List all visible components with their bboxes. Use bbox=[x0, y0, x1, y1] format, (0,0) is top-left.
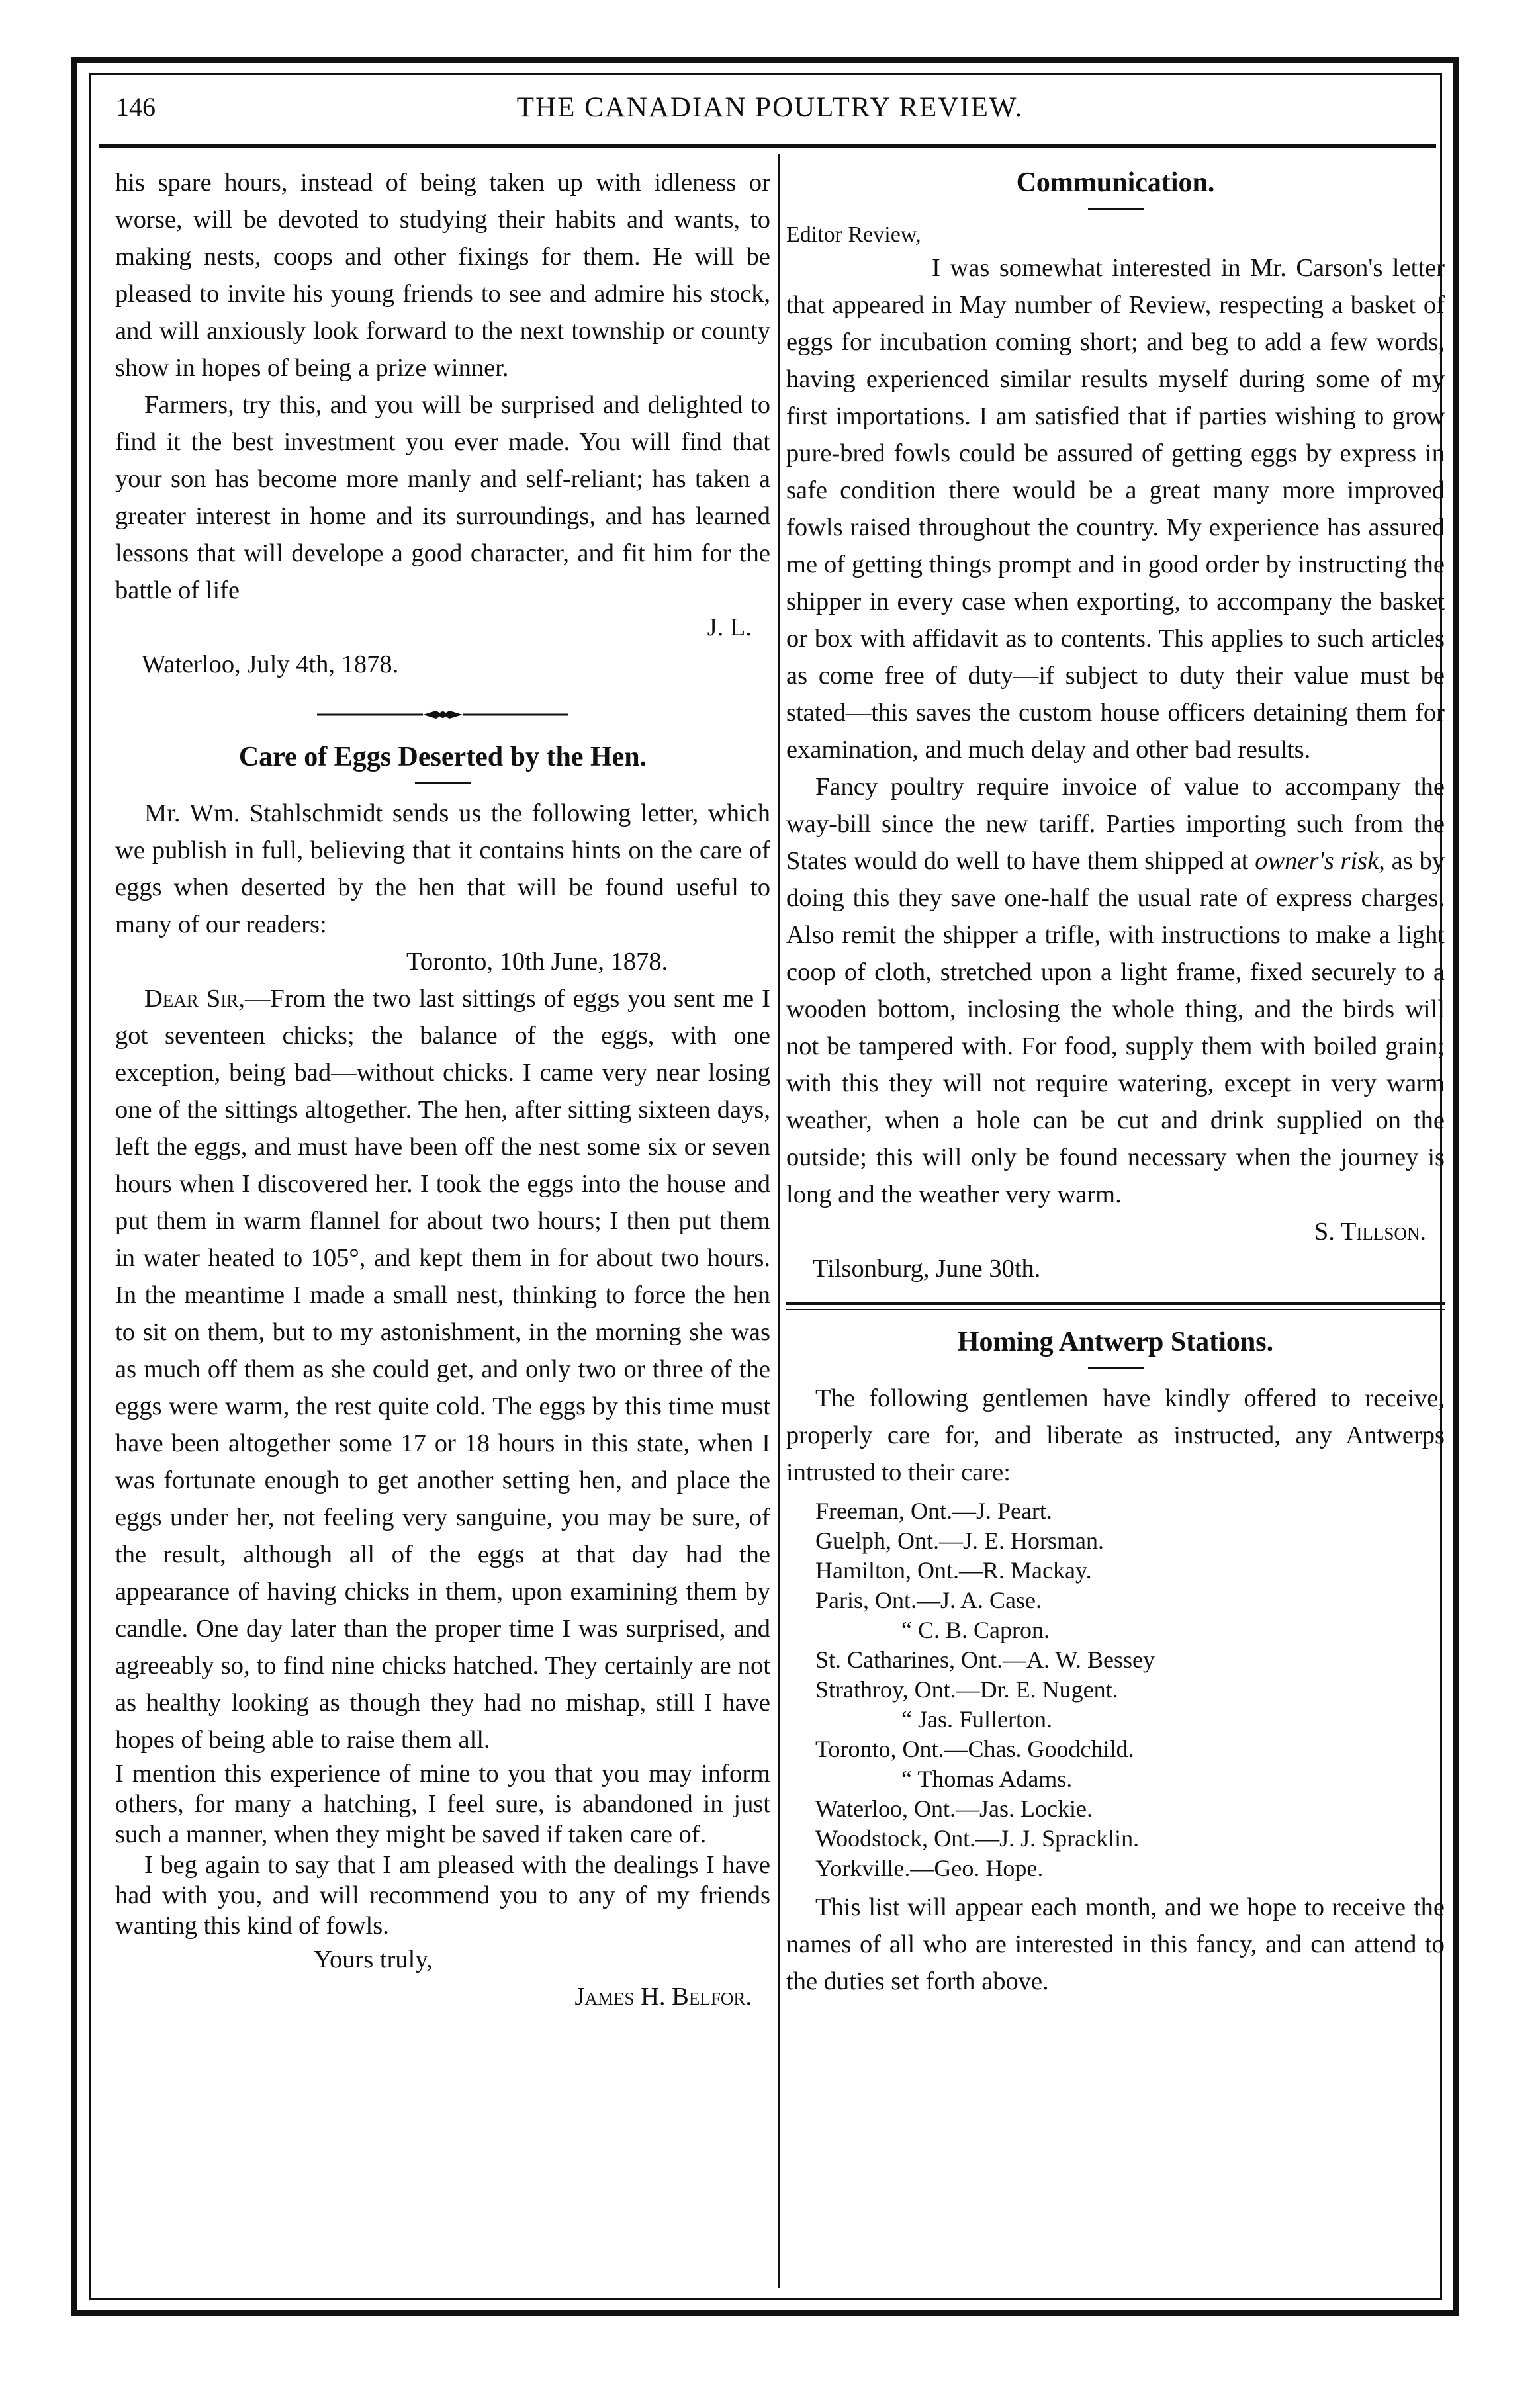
list-item: “ Thomas Adams. bbox=[901, 1766, 1073, 1792]
communication-paragraph-1: I was somewhat interested in Mr. Carson's letter that appeared in May number of Review, respecting a basket of eggs for incubation coming short; and beg to add a few words, having experienced similar results myself during some of my first importations. I am satisfied that if parties wishing to grow pure-bred fowls could be assured of getting eggs by express in safe condition there would be a great many more improved fowls raised throughout the country. My experience has assured me of getting things prompt and in good order by instructing the shipper in every case when exporting, to accompany the basket or box with affidavit as to contents. This applies to such articles as come free of duty—if subject to duty their value must be stated—this saves the custom house officers detaining them for examination, and much delay and other bad results. bbox=[786, 254, 1445, 764]
station-list bbox=[786, 1496, 1445, 1883]
heading-rule bbox=[415, 782, 471, 784]
right-column bbox=[786, 164, 1445, 2000]
list-item: “ C. B. Capron. bbox=[901, 1617, 1050, 1643]
communication-dateline: Tilsonburg, June 30th. bbox=[813, 1255, 1041, 1283]
addressee: Editor Review, bbox=[786, 222, 921, 247]
communication-signature: S. Tillson. bbox=[1314, 1218, 1426, 1245]
list-item: “ Jas. Fullerton. bbox=[901, 1706, 1052, 1733]
list-item: Toronto, Ont.—Chas. Goodchild. bbox=[815, 1736, 1134, 1762]
heading-rule bbox=[1088, 208, 1144, 210]
list-item: Hamilton, Ont.—R. Mackay. bbox=[815, 1557, 1092, 1584]
list-item: Waterloo, Ont.—Jas. Lockie. bbox=[815, 1795, 1093, 1822]
homing-heading: Homing Antwerp Stations. bbox=[957, 1327, 1274, 1357]
continued-paragraph-2: Farmers, try this, and you will be surprised and delighted to find it the best investment you ever made. You will find that your son has become more manly and self-reliant; has taken a greater interest in home and its surroundings, and has learned lessons that will develope a good character, and fit him for the battle of life bbox=[115, 391, 770, 604]
letter-paragraph-1 bbox=[115, 980, 770, 1758]
salutation: Dear Sir, bbox=[144, 985, 245, 1013]
list-item: Freeman, Ont.—J. Peart. bbox=[815, 1498, 1052, 1524]
column-divider bbox=[778, 154, 780, 2288]
page-number: 146 bbox=[116, 92, 156, 122]
dateline: Waterloo, July 4th, 1878. bbox=[142, 651, 399, 678]
eggs-article-intro: Mr. Wm. Stahlschmidt sends us the following letter, which we publish in full, believing that it contains hints on the care of eggs when deserted by the hen that will be found useful to many of our readers: bbox=[115, 799, 770, 938]
heading-rule bbox=[1088, 1367, 1144, 1369]
list-item: Guelph, Ont.—J. E. Horsman. bbox=[815, 1527, 1104, 1554]
list-item: Strathroy, Ont.—Dr. E. Nugent. bbox=[815, 1676, 1118, 1703]
left-column bbox=[115, 164, 770, 2015]
list-item: St. Catharines, Ont.—A. W. Bessey bbox=[815, 1647, 1155, 1673]
header-rule bbox=[99, 144, 1436, 148]
letter-paragraph-2: I mention this experience of mine to you that you may inform others, for many a hatching, I feel sure, is abandoned in just such a manner, when they might be saved if taken care of. bbox=[115, 1760, 770, 1848]
list-item: Paris, Ont.—J. A. Case. bbox=[815, 1587, 1042, 1613]
section-ornament bbox=[115, 695, 770, 732]
letter-place-date: Toronto, 10th June, 1878. bbox=[406, 948, 668, 975]
journal-title: THE CANADIAN POULTRY REVIEW. bbox=[516, 92, 1024, 123]
communication-paragraph-2: Fancy poultry require invoice of value to accompany the way-bill since the new tariff. Parties importing such from the States would do well to have them shipped at owner's risk, as by doing this they save one-half the usual rate of express charges. Also remit the shipper a trifle, with instructions to make a light coop of cloth, stretched upon a light frame, fixed securely to a wooden bottom, inclosing the whole thing, and the birds will not be tampered with. For food, supply them with boiled grain; with this they will not require watering, except in very warm weather, when a hole can be cut and drink supplied on the outside; this will only be found necessary when the journey is long and the weather very warm. bbox=[786, 773, 1445, 1208]
section-double-rule bbox=[786, 1302, 1445, 1310]
list-item: Woodstock, Ont.—J. J. Spracklin. bbox=[815, 1825, 1140, 1852]
author-initials: J. L. bbox=[707, 613, 752, 641]
continued-paragraph-1: his spare hours, instead of being taken up with idleness or worse, will be devoted to studying their habits and wants, to making nests, coops and other fixings for them. He will be pleased to invite his young friends to see and admire his stock, and will anxiously look forward to the next township or county show in hopes of being a prize winner. bbox=[115, 169, 770, 382]
communication-heading: Communication. bbox=[1016, 167, 1215, 198]
letter-body-1: —From the two last sittings of eggs you sent me I got seventeen chicks; the balance of the eggs, with one exception, being bad—without chicks. I came very near losing one of the sittings altogether. The hen, after sitting sixteen days, left the eggs, and must have been off the nest some six or seven hours when I discovered her. I took the eggs into the house and put them in warm flannel for about two hours; I then put them in water heated to 105°, and kept them in for about two hours. In the meantime I made a small nest, thinking to force the hen to sit on them, but to my astonishment, in the morning she was as much off them as she could get, and only two or three of the eggs were warm, the rest quite cold. The eggs by this time must have been altogether some 17 or 18 hours in this state, when I was fortunate enough to get another setting hen, and place the eggs under her, not feeling very sanguine, you may be sure, of the result, although all of the eggs at that day had the appearance of having chicks in them, upon examining them by candle. One day later than the proper time I was surprised, and agreeably so, to find nine chicks hatched. They certainly are not as healthy looking as though they had no mishap, still I have hopes of being able to raise them all. bbox=[115, 985, 770, 1754]
list-item: Yorkville.—Geo. Hope. bbox=[815, 1855, 1044, 1881]
homing-outro: This list will appear each month, and we hope to receive the names of all who are interested in this fancy, and can attend to the duties set forth above. bbox=[786, 1893, 1445, 1995]
homing-intro: The following gentlemen have kindly offered to receive, properly care for, and liberate as instructed, any Antwerps intrusted to their care: bbox=[786, 1384, 1445, 1486]
eggs-article-heading: Care of Eggs Deserted by the Hen. bbox=[238, 742, 647, 772]
letter-signature: James H. Belfor. bbox=[574, 1983, 752, 2011]
letter-closing: Yours truly, bbox=[314, 1946, 433, 1973]
italic-phrase: owner's risk bbox=[1255, 847, 1379, 875]
letter-paragraph-3: I beg again to say that I am pleased with the dealings I have had with you, and will recommend you to any of my friends wanting this kind of fowls. bbox=[115, 1851, 770, 1940]
